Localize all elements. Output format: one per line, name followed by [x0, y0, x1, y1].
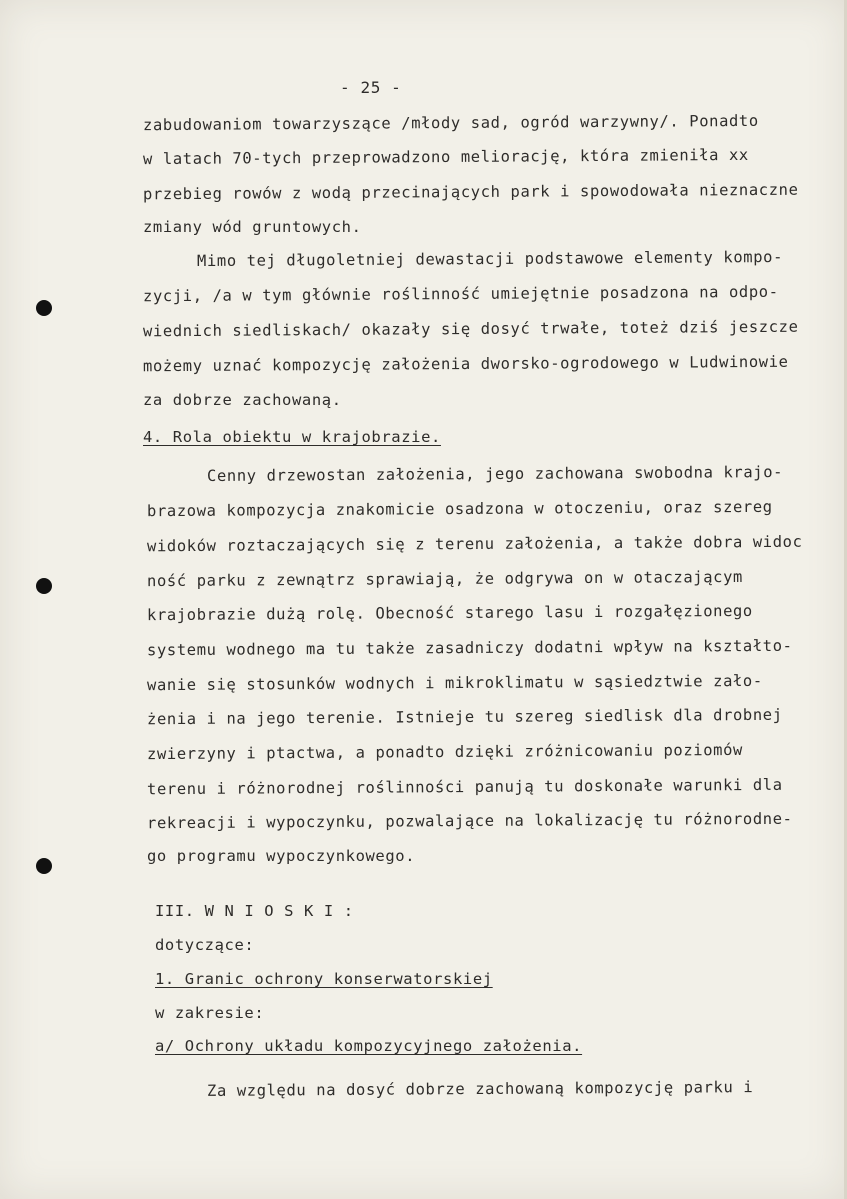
text-line: terenu i różnorodnej roślinności panują tu doskonałe warunki dla — [146, 775, 783, 799]
text-line: możemy uznać kompozycję założenia dworsko-ogrodowego w Ludwinowie — [142, 352, 789, 376]
text-line: go programu wypoczynkowego. — [147, 847, 416, 865]
text-line: w latach 70-tych przeprowadzono meliorację, która zmieniła xx — [142, 145, 749, 169]
punch-hole-middle — [36, 578, 52, 594]
text-line: za dobrze zachowaną. — [143, 391, 342, 409]
text-line: wanie się stosunków wodnych i mikroklimatu w sąsiedztwie zało- — [146, 671, 763, 695]
section-heading-4: 4. Rola obiektu w krajobrazie. — [143, 428, 441, 446]
punch-hole-bottom — [36, 858, 52, 874]
subheading-1: 1. Granic ochrony konserwatorskiej — [155, 970, 493, 988]
section-heading-III: III. W N I O S K I : — [155, 902, 354, 920]
text-line: zmiany wód gruntowych. — [143, 218, 362, 236]
text-line: Mimo tej długoletniej dewastacji podstawowe elementy kompo- — [196, 247, 784, 271]
text-line: krajobrazie dużą rolę. Obecność starego lasu i rozgałęzionego — [146, 601, 753, 625]
subheading-a: a/ Ochrony układu kompozycyjnego założenia. — [155, 1037, 583, 1055]
text-line: widoków roztaczających się z terenu założenia, a także dobra widoc — [146, 532, 803, 556]
text-line: żenia i na jego terenie. Istnieje tu szereg siedlisk dla drobnej — [146, 705, 783, 729]
text-line: ność parku z zewnątrz sprawiają, że odgrywa on w otaczającym — [146, 567, 743, 591]
text-line: zycji, /a w tym głównie roślinność umiejętnie posadzona na odpo- — [142, 282, 779, 306]
text-line: systemu wodnego ma tu także zasadniczy dodatni wpływ na kształto- — [146, 636, 793, 660]
text-line: w zakresie: — [155, 1004, 265, 1022]
punch-hole-top — [36, 300, 52, 316]
text-line: przebieg rowów z wodą przecinających park i spowodowała nieznaczne — [142, 180, 799, 204]
text-line: Za względu na dosyć dobrze zachowaną kompozycję parku i — [206, 1078, 754, 1100]
text-line: wiednich siedliskach/ okazały się dosyć trwałe, toteż dziś jeszcze — [142, 317, 799, 341]
text-line: brazowa kompozycja znakomicie osadzona w otoczeniu, oraz szereg — [146, 497, 773, 521]
text-line: zwierzyny i ptactwa, a ponadto dzięki zróżnicowaniu poziomów — [146, 740, 743, 764]
text-line: zabudowaniom towarzyszące /młody sad, ogród warzywny/. Ponadto — [142, 111, 759, 135]
text-line: Cenny drzewostan założenia, jego zachowana swobodna krajo- — [206, 462, 784, 486]
text-line: dotyczące: — [155, 936, 255, 954]
text-line: rekreacji i wypoczynku, pozwalające na lokalizację tu różnorodne- — [146, 809, 793, 833]
page-number: - 25 - — [340, 78, 402, 97]
